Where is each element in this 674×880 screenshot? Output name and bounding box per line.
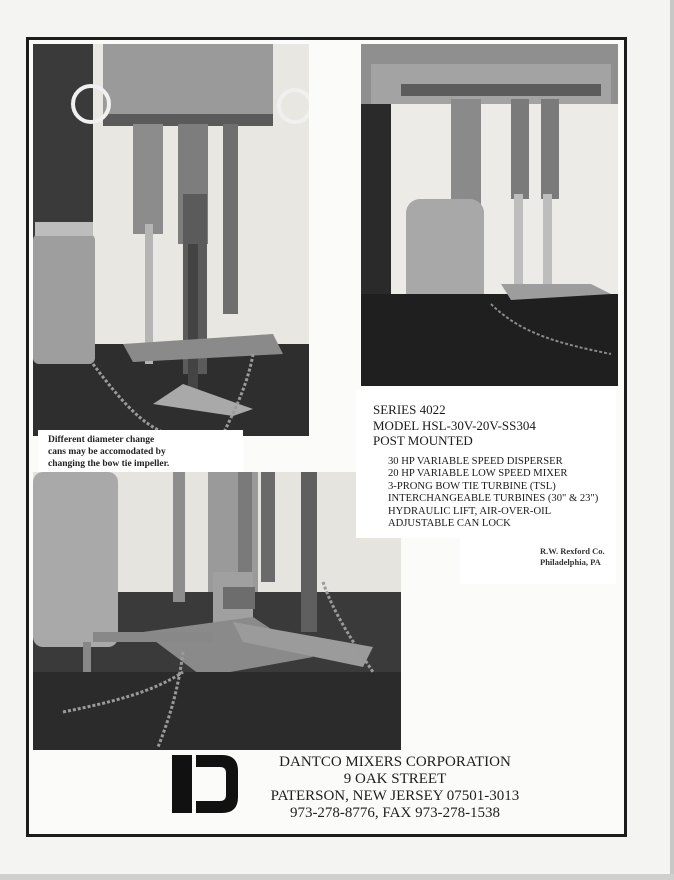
feature-item: INTERCHANGEABLE TURBINES (30" & 23") bbox=[388, 493, 599, 505]
credit-name: R.W. Rexford Co. bbox=[540, 546, 605, 556]
photo-caption bbox=[38, 430, 243, 472]
spec-heading bbox=[373, 402, 536, 449]
photo-credit bbox=[540, 546, 605, 568]
credit-box bbox=[460, 538, 616, 584]
caption-line: cans may be accomodated by bbox=[48, 447, 166, 457]
company-address bbox=[245, 754, 545, 822]
feature-item: 3-PRONG BOW TIE TURBINE (TSL) bbox=[388, 480, 556, 492]
photo-mixer-side bbox=[361, 44, 618, 386]
page-edge-shadow-bottom bbox=[0, 874, 674, 880]
model-label: MODEL HSL-30V-20V-SS304 bbox=[373, 417, 536, 433]
credit-city: Philadelphia, PA bbox=[540, 557, 601, 567]
company-city: PATERSON, NEW JERSEY 07501-3013 bbox=[270, 788, 520, 804]
page-edge-shadow bbox=[670, 0, 674, 880]
feature-item: ADJUSTABLE CAN LOCK bbox=[388, 518, 511, 530]
dantco-logo bbox=[170, 753, 240, 815]
company-name: DANTCO MIXERS CORPORATION bbox=[279, 754, 511, 770]
feature-item: HYDRAULIC LIFT, AIR-OVER-OIL bbox=[388, 505, 552, 517]
company-street: 9 OAK STREET bbox=[343, 771, 447, 787]
series-label: SERIES 4022 bbox=[373, 402, 446, 417]
photo-mixer-front bbox=[33, 44, 309, 436]
feature-item: 30 HP VARIABLE SPEED DISPERSER bbox=[388, 456, 563, 467]
feature-list bbox=[388, 456, 598, 530]
feature-item: 20 HP VARIABLE LOW SPEED MIXER bbox=[388, 468, 568, 480]
caption-line: changing the bow tie impeller. bbox=[48, 459, 170, 469]
mount-label: POST MOUNTED bbox=[373, 433, 473, 448]
spec-box bbox=[356, 390, 616, 538]
company-phone: 973-278-8776, FAX 973-278-1538 bbox=[289, 805, 501, 821]
photo-mixer-base bbox=[33, 472, 401, 750]
caption-line: Different diameter change bbox=[48, 435, 155, 445]
